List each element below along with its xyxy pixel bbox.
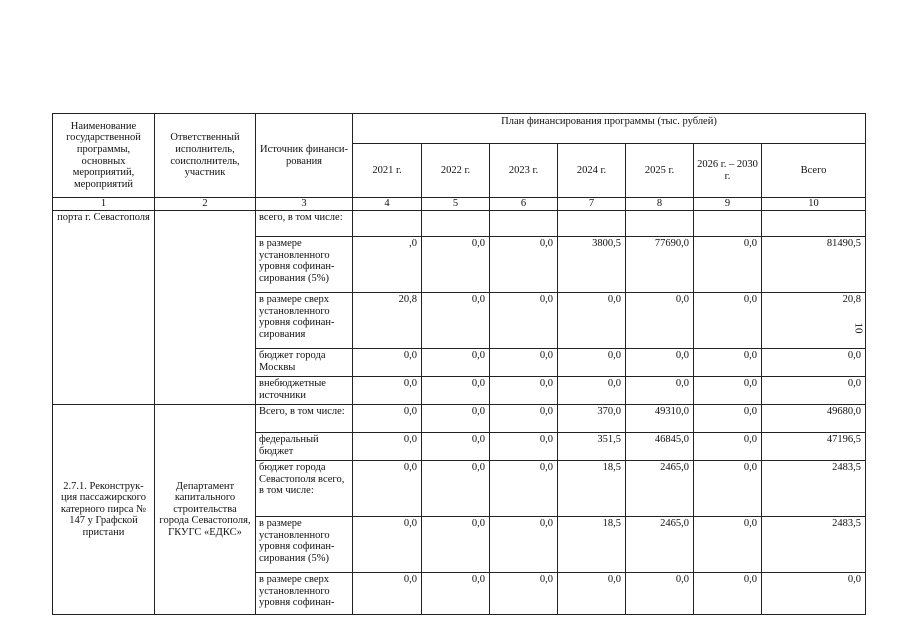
value-cell: 2483,5 bbox=[762, 461, 866, 517]
value-cell: 0,0 bbox=[490, 573, 558, 615]
value-cell: 0,0 bbox=[694, 349, 762, 377]
value-cell: 49310,0 bbox=[626, 405, 694, 433]
value-cell: 351,5 bbox=[558, 433, 626, 461]
value-cell: 0,0 bbox=[353, 377, 422, 405]
value-cell: 0,0 bbox=[490, 517, 558, 573]
value-cell: 0,0 bbox=[490, 293, 558, 349]
value-cell: 20,8 bbox=[353, 293, 422, 349]
value-cell: 0,0 bbox=[558, 349, 626, 377]
column-number: 7 bbox=[558, 198, 626, 211]
value-cell: ,0 bbox=[353, 237, 422, 293]
value-cell: 18,5 bbox=[558, 517, 626, 573]
value-cell: 0,0 bbox=[558, 573, 626, 615]
page-number: 10 bbox=[852, 322, 865, 334]
value-cell: 0,0 bbox=[353, 517, 422, 573]
column-number: 5 bbox=[422, 198, 490, 211]
executor-cell: Департамент капитального строительства города Севастополя, ГКУГС «ЕДКС» bbox=[155, 405, 256, 615]
year-header: 2026 г. – 2030 г. bbox=[694, 144, 762, 198]
column-number: 9 bbox=[694, 198, 762, 211]
source-cell: бюджет города Севастополя всего, в том числе: bbox=[256, 461, 353, 517]
year-header: 2023 г. bbox=[490, 144, 558, 198]
value-cell: 0,0 bbox=[422, 405, 490, 433]
year-header: 2024 г. bbox=[558, 144, 626, 198]
header-executor: Ответственный исполнитель, соисполнитель, участник bbox=[155, 114, 256, 198]
value-cell: 0,0 bbox=[762, 573, 866, 615]
source-cell: внебюджетные источники bbox=[256, 377, 353, 405]
value-cell: 0,0 bbox=[422, 573, 490, 615]
value-cell bbox=[762, 211, 866, 237]
value-cell: 2483,5 bbox=[762, 517, 866, 573]
financing-table bbox=[52, 113, 866, 615]
value-cell: 0,0 bbox=[353, 433, 422, 461]
header-plan: План финансирования программы (тыс. рублей) bbox=[353, 114, 866, 144]
value-cell: 0,0 bbox=[626, 573, 694, 615]
value-cell: 0,0 bbox=[490, 461, 558, 517]
value-cell bbox=[558, 211, 626, 237]
value-cell: 47196,5 bbox=[762, 433, 866, 461]
source-cell: в размере сверх установленного уровня софинан-сирования bbox=[256, 293, 353, 349]
column-number: 2 bbox=[155, 198, 256, 211]
value-cell: 370,0 bbox=[558, 405, 626, 433]
year-header: 2022 г. bbox=[422, 144, 490, 198]
value-cell: 0,0 bbox=[353, 573, 422, 615]
year-header: Всего bbox=[762, 144, 866, 198]
value-cell: 0,0 bbox=[694, 377, 762, 405]
value-cell: 0,0 bbox=[353, 461, 422, 517]
year-header: 2021 г. bbox=[353, 144, 422, 198]
source-cell: в размере сверх установленного уровня софинан- bbox=[256, 573, 353, 615]
header-source: Источник финанси-рования bbox=[256, 114, 353, 198]
value-cell bbox=[353, 211, 422, 237]
program-name-cell: 2.7.1. Реконструк-ция пассажирского катерного пирса № 147 у Графской пристани bbox=[53, 405, 155, 615]
value-cell: 0,0 bbox=[490, 377, 558, 405]
program-name-cell: порта г. Севастополя bbox=[53, 211, 155, 405]
value-cell: 0,0 bbox=[694, 433, 762, 461]
value-cell: 0,0 bbox=[422, 517, 490, 573]
value-cell: 0,0 bbox=[558, 377, 626, 405]
value-cell bbox=[422, 211, 490, 237]
source-cell: в размере установленного уровня софинан-сирования (5%) bbox=[256, 237, 353, 293]
value-cell: 0,0 bbox=[762, 377, 866, 405]
value-cell: 20,8 bbox=[762, 293, 866, 349]
year-header: 2025 г. bbox=[626, 144, 694, 198]
value-cell: 0,0 bbox=[626, 349, 694, 377]
value-cell: 18,5 bbox=[558, 461, 626, 517]
column-number: 1 bbox=[53, 198, 155, 211]
table-row bbox=[53, 211, 866, 237]
source-cell: бюджет города Москвы bbox=[256, 349, 353, 377]
column-number: 4 bbox=[353, 198, 422, 211]
value-cell: 2465,0 bbox=[626, 517, 694, 573]
table-row bbox=[53, 405, 866, 433]
value-cell: 0,0 bbox=[694, 461, 762, 517]
value-cell: 0,0 bbox=[353, 405, 422, 433]
value-cell: 0,0 bbox=[694, 573, 762, 615]
value-cell: 0,0 bbox=[422, 433, 490, 461]
value-cell: 0,0 bbox=[694, 405, 762, 433]
source-cell: в размере установленного уровня софинан-сирования (5%) bbox=[256, 517, 353, 573]
value-cell bbox=[694, 211, 762, 237]
value-cell: 81490,5 bbox=[762, 237, 866, 293]
value-cell: 0,0 bbox=[422, 237, 490, 293]
value-cell bbox=[490, 211, 558, 237]
value-cell: 49680,0 bbox=[762, 405, 866, 433]
value-cell: 0,0 bbox=[490, 237, 558, 293]
value-cell: 2465,0 bbox=[626, 461, 694, 517]
value-cell: 0,0 bbox=[422, 377, 490, 405]
column-number: 8 bbox=[626, 198, 694, 211]
value-cell bbox=[626, 211, 694, 237]
value-cell: 77690,0 bbox=[626, 237, 694, 293]
column-number: 6 bbox=[490, 198, 558, 211]
value-cell: 0,0 bbox=[762, 349, 866, 377]
value-cell: 0,0 bbox=[490, 433, 558, 461]
value-cell: 3800,5 bbox=[558, 237, 626, 293]
value-cell: 0,0 bbox=[353, 349, 422, 377]
value-cell: 0,0 bbox=[422, 293, 490, 349]
header-name: Наименование государственной программы, основных мероприятий, мероприятий bbox=[53, 114, 155, 198]
column-number: 3 bbox=[256, 198, 353, 211]
value-cell: 0,0 bbox=[490, 405, 558, 433]
source-cell: федеральный бюджет bbox=[256, 433, 353, 461]
column-number: 10 bbox=[762, 198, 866, 211]
value-cell: 0,0 bbox=[626, 293, 694, 349]
value-cell: 0,0 bbox=[694, 293, 762, 349]
value-cell: 0,0 bbox=[694, 237, 762, 293]
value-cell: 0,0 bbox=[422, 349, 490, 377]
value-cell: 0,0 bbox=[694, 517, 762, 573]
value-cell: 0,0 bbox=[490, 349, 558, 377]
executor-cell bbox=[155, 211, 256, 405]
source-cell: всего, в том числе: bbox=[256, 211, 353, 237]
value-cell: 0,0 bbox=[558, 293, 626, 349]
value-cell: 0,0 bbox=[422, 461, 490, 517]
source-cell: Всего, в том числе: bbox=[256, 405, 353, 433]
value-cell: 0,0 bbox=[626, 377, 694, 405]
value-cell: 46845,0 bbox=[626, 433, 694, 461]
